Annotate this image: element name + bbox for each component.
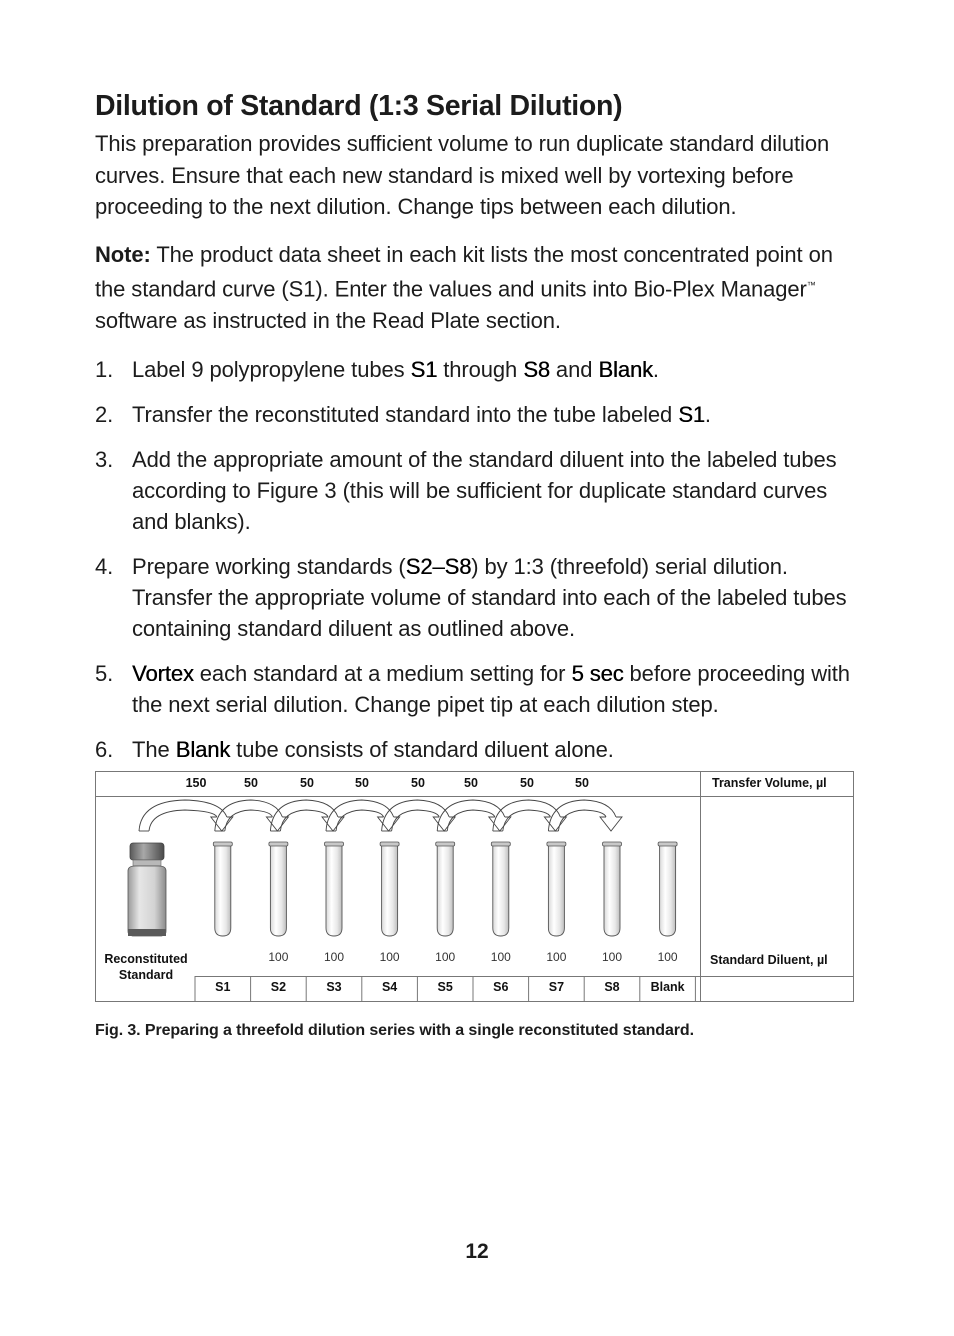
step-number: 4. [95, 554, 114, 580]
tube-label: S4 [381, 980, 398, 994]
step-emphasis: S1 [410, 357, 438, 383]
tube-s4 [380, 842, 399, 936]
diluent-volume-value: 100 [268, 950, 289, 964]
tube-label: S7 [548, 980, 565, 994]
step-text: each standard at a medium setting for [193, 661, 572, 687]
transfer-volume-value: 50 [464, 776, 478, 790]
tube-label: S3 [326, 980, 342, 994]
tube-label: S5 [437, 980, 453, 994]
reconstituted-label-line-1: Reconstituted [104, 952, 188, 966]
transfer-volume-header: Transfer Volume, µl [712, 776, 827, 790]
tube-label: S8 [604, 980, 620, 994]
page-title: Dilution of Standard (1:3 Serial Dilution) [95, 90, 623, 122]
transfer-arrows [139, 800, 622, 831]
transfer-volume-value: 50 [575, 776, 589, 790]
diluent-volume-value: 100 [379, 950, 400, 964]
tube-s2 [269, 842, 288, 936]
tube-label: S6 [493, 980, 509, 994]
figure-frame [96, 772, 854, 1002]
transfer-volume-value: 50 [520, 776, 534, 790]
diluent-volume-value: 100 [323, 950, 345, 964]
tube-s3 [325, 842, 344, 936]
tube-label: S1 [215, 980, 231, 994]
reconstituted-vial [128, 843, 166, 936]
step-emphasis: Blank [175, 737, 231, 763]
trademark-symbol: ™ [806, 280, 816, 290]
step-text: Prepare working standards ( [132, 554, 406, 580]
steps-list [95, 354, 865, 765]
step-text: through [437, 357, 524, 383]
note-label: Note: [95, 241, 151, 267]
step-item [95, 551, 865, 644]
dilution-figure [95, 771, 854, 1002]
intro-paragraph: This preparation provides sufficient volume to run duplicate standard dilution curves. Ensure that each new standard is mixed well by vortexing before proceeding to the next dilution. Change tips between each dilution. [95, 131, 830, 219]
tube-s5 [436, 842, 455, 936]
step-text: ) by 1:3 (threefold) serial dilution. Transfer the appropriate volume of standard into each of the labeled tubes containing standard diluent as outlined above. [132, 554, 847, 642]
tube-label: Blank [650, 980, 685, 994]
step-text: The [132, 737, 176, 763]
diluent-volume-value: 100 [435, 950, 456, 964]
step-emphasis: S2–S8 [405, 554, 472, 580]
document-body [95, 88, 865, 779]
step-text: Label 9 polypropylene tubes [132, 357, 411, 383]
tube-blank [658, 842, 677, 936]
diluent-volume-value: 100 [601, 950, 623, 964]
note-text-2: software as instructed in the Read Plate section. [95, 307, 561, 333]
step-text: Add the appropriate amount of the standard diluent into the labeled tubes according to Figure 3 (this will be sufficient for duplicate standard curves and blanks). [132, 447, 837, 535]
step-text: before proceeding with the next serial dilution. Change pipet tip at each dilution step. [132, 661, 850, 718]
note-paragraph [95, 239, 865, 337]
step-emphasis: S8 [523, 357, 550, 383]
transfer-volume-value: 50 [355, 776, 369, 790]
step-emphasis: 5 sec [571, 661, 624, 687]
reconstituted-standard-label [95, 951, 197, 983]
step-item [95, 444, 865, 537]
step-number: 5. [95, 661, 114, 687]
step-number: 1. [95, 357, 114, 383]
step-item [95, 399, 865, 430]
transfer-volume-value: 50 [244, 776, 258, 790]
tube-s6 [491, 842, 510, 936]
step-text: and [549, 357, 599, 383]
step-item [95, 658, 865, 720]
reconstituted-label-line-2: Standard [118, 968, 174, 982]
step-emphasis: S1 [678, 402, 705, 428]
diluent-volume-value: 100 [490, 950, 511, 964]
step-item [95, 734, 865, 765]
step-emphasis: Vortex [132, 661, 194, 687]
dilution-diagram [95, 771, 854, 1002]
step-number: 3. [95, 447, 114, 473]
tube-s8 [603, 842, 622, 936]
step-text: tube consists of standard diluent alone. [230, 737, 614, 763]
tube-s7 [547, 842, 566, 936]
step-item [95, 354, 865, 385]
note-text-1: The product data sheet in each kit lists the most concentrated point on the standard curve (S1). Enter the values and units into Bio-Plex Manager [95, 241, 833, 302]
tube-s1 [213, 842, 232, 936]
step-number: 6. [95, 737, 114, 763]
step-text: . [652, 357, 659, 383]
step-emphasis: Blank [598, 357, 653, 383]
tubes-group [213, 842, 677, 936]
tube-label: S2 [270, 980, 287, 994]
diluent-volume-value: 100 [657, 950, 678, 964]
transfer-volume-value: 150 [185, 776, 207, 790]
figure-caption: Fig. 3. Preparing a threefold dilution series with a single reconstituted standard. [95, 1022, 694, 1039]
standard-diluent-header: Standard Diluent, µl [710, 953, 828, 967]
transfer-volume-value: 50 [411, 776, 425, 790]
transfer-volume-value: 50 [300, 776, 314, 790]
step-text: Transfer the reconstituted standard into the tube labeled [132, 402, 679, 428]
step-text: . [704, 402, 711, 428]
diluent-volume-value: 100 [546, 950, 567, 964]
step-number: 2. [95, 402, 114, 428]
page-number: 12 [465, 1240, 489, 1263]
